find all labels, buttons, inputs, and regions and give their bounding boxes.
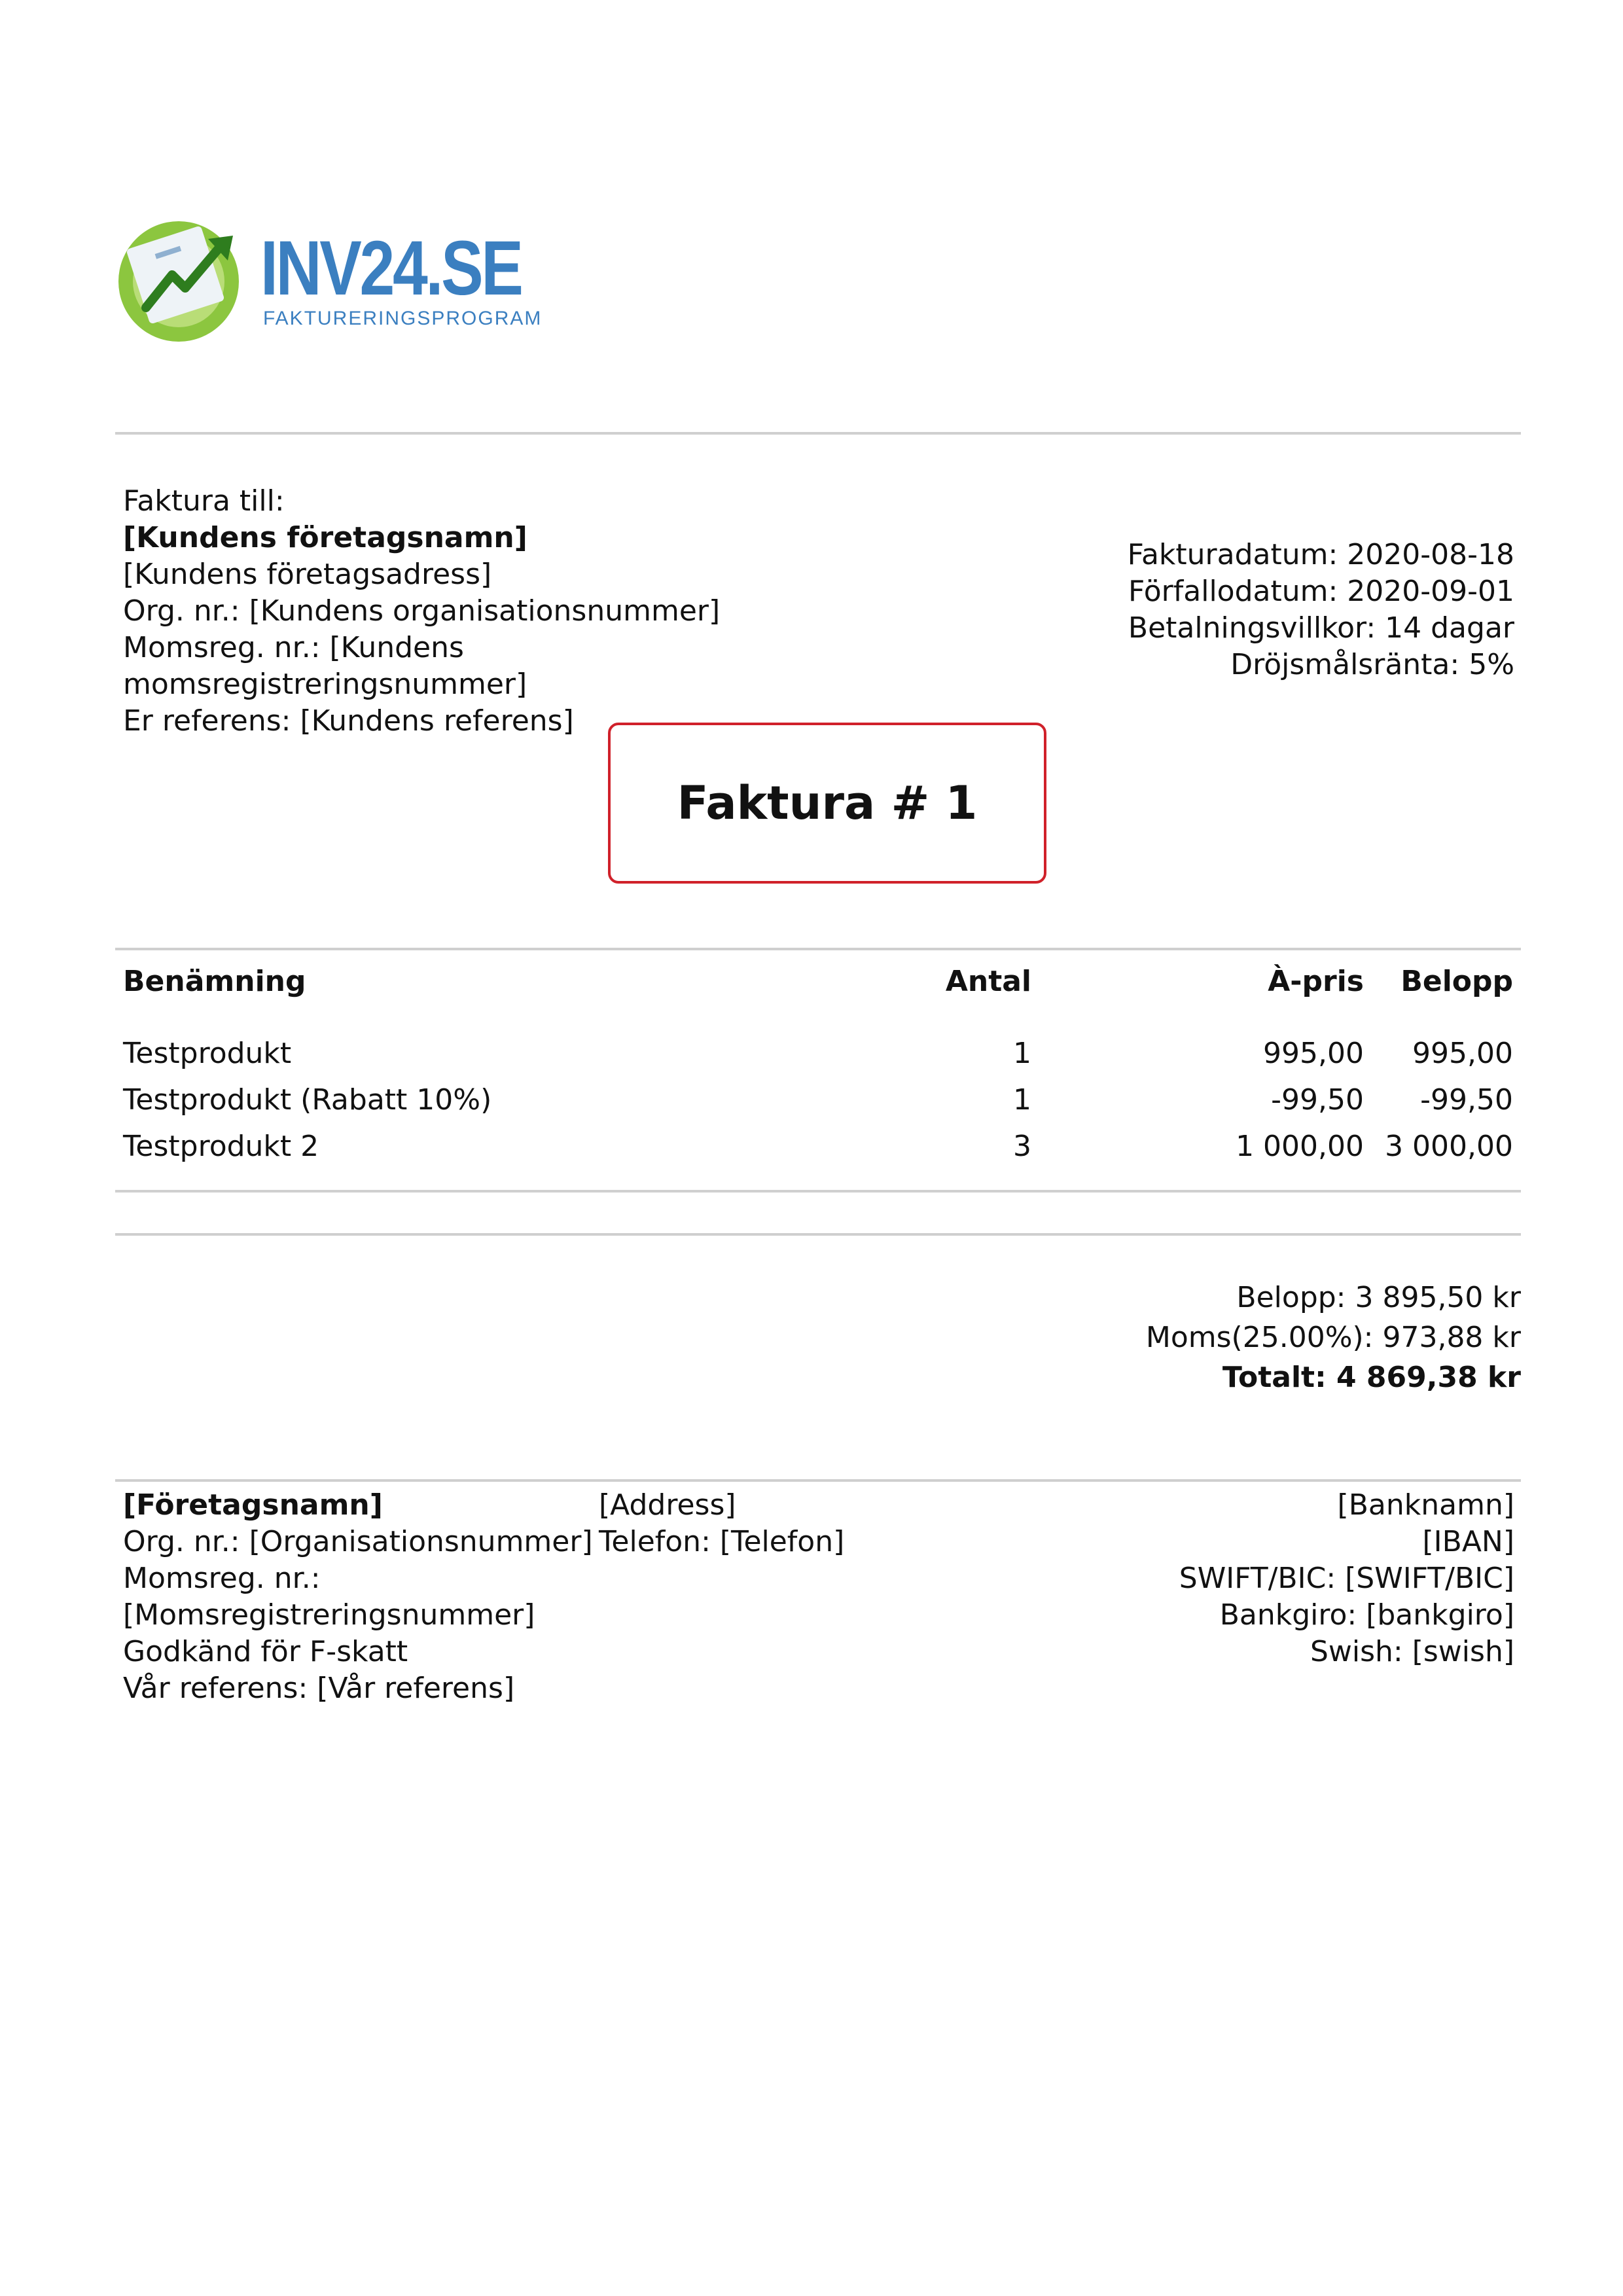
invoice-date: Fakturadatum: 2020-08-18 [1127,538,1514,571]
table-row [115,1077,1521,1123]
footer-org-nr: Org. nr.: [Organisationsnummer] [123,1525,593,1558]
footer-our-reference: Vår referens: [Vår referens] [123,1672,515,1705]
footer-address: [Address] [599,1488,736,1522]
invoice-title-box [608,723,1046,884]
customer-org-nr: Org. nr.: [Kundens organisationsnummer] [123,594,721,628]
payment-terms: Betalningsvillkor: 14 dagar [1128,611,1514,645]
header-qty: Antal [945,965,1031,998]
footer-contact [599,1487,844,1560]
logo-mark-icon [116,209,254,347]
row-qty: 1 [1013,1083,1031,1117]
footer-company-name: [Företagsnamn] [123,1488,383,1522]
row-qty: 3 [1013,1130,1031,1163]
row-amount: 995,00 [1412,1037,1513,1070]
logo-tagline: FAKTURERINGSPROGRAM [263,308,543,329]
table-header-row [115,965,1521,1030]
bill-to-label: Faktura till: [123,484,285,518]
header-price: À-pris [1268,965,1364,998]
table-row [115,1030,1521,1077]
row-name: Testprodukt 2 [123,1130,319,1163]
footer-bank [1179,1487,1514,1670]
customer-vat-nr: Momsreg. nr.: [Kundens momsregistreringsnummer] [123,631,527,701]
customer-block [123,483,764,740]
footer-iban: [IBAN] [1422,1525,1514,1558]
footer-vat-label: Momsreg. nr.: [123,1562,321,1595]
row-qty: 1 [1013,1037,1031,1070]
footer-swish: Swish: [swish] [1310,1635,1514,1668]
header-name: Benämning [123,965,306,998]
divider-table-bottom [115,1190,1521,1193]
header-amount: Belopp [1400,965,1513,998]
logo-wordmark: INV24.SE [260,225,522,312]
invoice-meta [1128,537,1514,683]
footer-phone: Telefon: [Telefon] [599,1525,845,1558]
row-name: Testprodukt (Rabatt 10%) [123,1083,492,1117]
divider-totals-top [115,1233,1521,1236]
items-table [115,965,1521,1170]
grand-total: Totalt: 4 869,38 kr [1222,1361,1521,1394]
company-logo [116,209,543,353]
footer-swift: SWIFT/BIC: [SWIFT/BIC] [1179,1562,1514,1595]
footer-bank-name: [Banknamn] [1337,1488,1514,1522]
invoice-title: Faktura # 1 [677,776,978,830]
row-amount: 3 000,00 [1385,1130,1513,1163]
row-name: Testprodukt [123,1037,292,1070]
footer-vat-value: [Momsregistreringsnummer] [123,1598,535,1632]
late-interest: Dröjsmålsränta: 5% [1230,648,1514,681]
divider-table-top [115,948,1521,950]
divider-footer [115,1479,1521,1482]
footer-bankgiro: Bankgiro: [bankgiro] [1219,1598,1514,1632]
footer-f-tax: Godkänd för F-skatt [123,1635,408,1668]
totals-block [1146,1278,1521,1397]
customer-address: [Kundens företagsadress] [123,558,492,591]
divider-top [115,432,1521,435]
customer-company: [Kundens företagsnamn] [123,521,527,554]
due-date: Förfallodatum: 2020-09-01 [1128,575,1514,608]
table-row [115,1123,1521,1170]
subtotal: Belopp: 3 895,50 kr [1236,1281,1521,1314]
footer-company [123,1487,593,1707]
row-price: 995,00 [1263,1037,1364,1070]
row-price: -99,50 [1271,1083,1364,1117]
row-price: 1 000,00 [1236,1130,1364,1163]
row-amount: -99,50 [1420,1083,1513,1117]
customer-reference: Er referens: [Kundens referens] [123,704,574,738]
vat-amount: Moms(25.00%): 973,88 kr [1145,1321,1521,1354]
